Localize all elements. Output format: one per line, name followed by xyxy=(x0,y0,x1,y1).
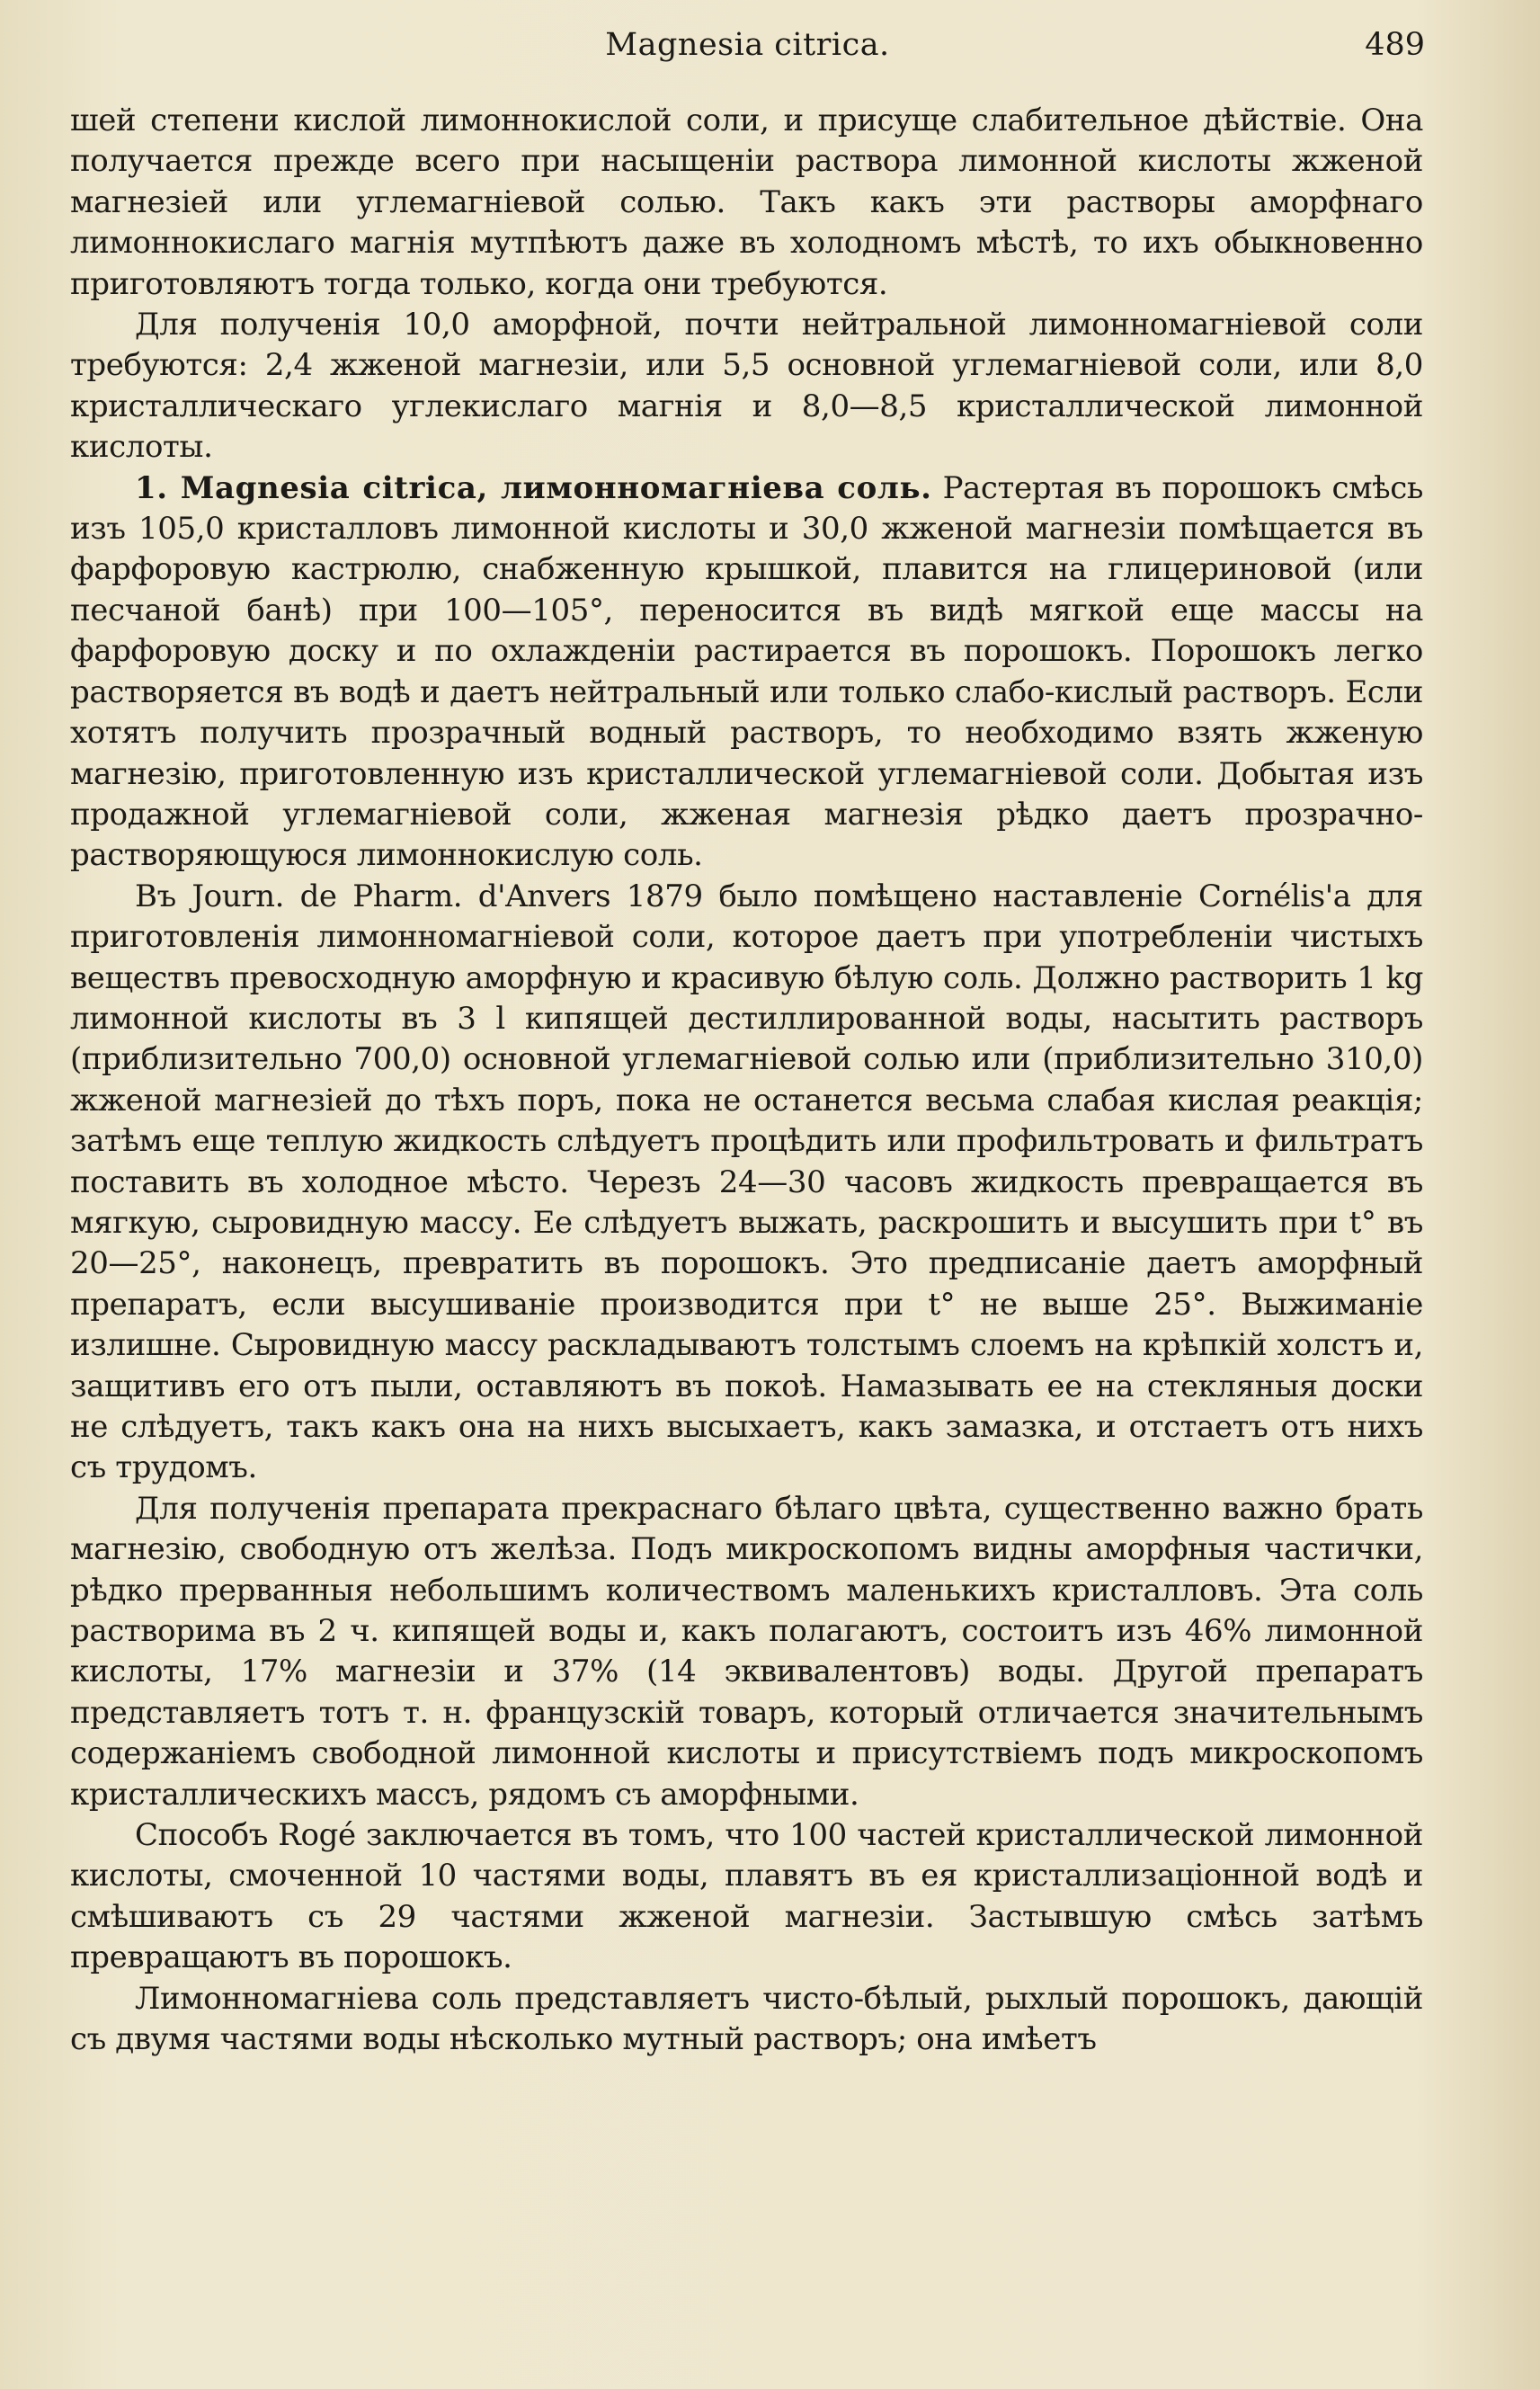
paragraph-text: Для полученія препарата прекраснаго бѣлаго цвѣта, существенно важно брать магнезію, свободную отъ желѣза. Подъ микроскопомъ видны аморфныя частички, рѣдко прерванныя небольшимъ количествомъ маленькихъ кристалловъ. Эта соль растворима въ 2 ч. кипящей воды и, какъ полагаютъ, состоитъ изъ 46% лимонной кислоты, 17% магнезіи и 37% (14 эквивалентовъ) воды. Другой препаратъ представляетъ тотъ т. н. французскій товаръ, который отличается значительнымъ содержаніемъ свободной лимонной кислоты и присутствіемъ подъ микроскопомъ кристаллическихъ массъ, рядомъ съ аморфными. xyxy=(70,1490,1423,1813)
paragraph-text: Для полученія 10,0 аморфной, почти нейтральной лимонномагніевой соли требуются: 2,4 жженой магнезіи, или 5,5 основной углемагніевой соли, или 8,0 кристаллическаго углекислаго магнія и 8,0—8,5 кристаллической лимонной кислоты. xyxy=(70,307,1423,466)
paragraph xyxy=(70,1979,1423,2061)
paragraph-text: Растертая въ порошокъ смѣсь изъ 105,0 кристалловъ лимонной кислоты и 30,0 жженой магнезіи помѣщается въ фарфоровую кастрюлю, снабженную крышкой, плавится на глицериновой (или песчаной банѣ) при 100—105°, переносится въ видѣ мягкой еще массы на фарфоровую доску и по охлажденіи растирается въ порошокъ. Порошокъ легко растворяется въ водѣ и даетъ нейтральный или только слабо-кислый растворъ. Если хотятъ получить прозрачный водный растворъ, то необходимо взять жженую магнезію, приготовленную изъ кристаллической углемагніевой соли. Добытая изъ продажной углемагніевой соли, жженая магнезія рѣдко даетъ прозрачно-растворяющуюся лимоннокислую соль. xyxy=(70,469,1423,874)
paragraph xyxy=(70,877,1423,1489)
paragraph-recipe-heading xyxy=(70,468,1423,877)
paragraph xyxy=(70,1489,1423,1815)
body-text xyxy=(70,101,1423,2061)
paragraph xyxy=(70,305,1423,468)
paragraph xyxy=(70,1815,1423,1979)
recipe-title: 1. Magnesia citrica, лимонномагніева соль. xyxy=(135,469,932,506)
paragraph-continuation xyxy=(70,101,1423,305)
paragraph-text: шей степени кислой лимоннокислой соли, и присуще слабительное дѣйствіе. Она получается прежде всего при насыщеніи раствора лимонной кислоты жженой магнезіей или углемагніевой солью. Такъ какъ эти растворы аморфнаго лимоннокислаго магнія мутпѣютъ даже въ холодномъ мѣстѣ, то ихъ обыкновенно приготовляютъ тогда только, когда они требуются. xyxy=(70,103,1423,302)
paragraph-text: Лимонномагніева соль представляетъ чисто-бѣлый, рыхлый порошокъ, дающій съ двумя частями воды нѣсколько мутный растворъ; она имѣетъ xyxy=(70,1980,1423,2058)
running-header xyxy=(70,20,1425,70)
paragraph-text: Способъ Rogé заключается въ томъ, что 100 частей кристаллической лимонной кислоты, смоченной 10 частями воды, плавятъ въ ея кристаллизаціонной водѣ и смѣшиваютъ съ 29 частями жженой магнезіи. Застывшую смѣсь затѣмъ превращаютъ въ порошокъ. xyxy=(70,1817,1423,1976)
page-number: 489 xyxy=(1365,27,1425,63)
paragraph-text: Въ Journ. de Pharm. d'Anvers 1879 было помѣщено наставленіе Cornélis'a для приготовленія лимонномагніевой соли, которое даетъ при употребленіи чистыхъ веществъ превосходную аморфную и красивую бѣлую соль. Должно растворить 1 kg лимонной кислоты въ 3 l кипящей дестиллированной воды, насытить растворъ (приблизительно 700,0) основной углемагніевой солью или (приблизительно 310,0) жженой магнезіей до тѣхъ поръ, пока не останется весьма слабая кислая реакція; затѣмъ еще теплую жидкость слѣдуетъ процѣдить или профильтровать и фильтратъ поставить въ холодное мѣсто. Черезъ 24—30 часовъ жидкость превращается въ мягкую, сыровидную массу. Ее слѣдуетъ выжать, раскрошить и высушить при t° въ 20—25°, наконецъ, превратить въ порошокъ. Это предписаніе даетъ аморфный препаратъ, если высушиваніе производится при t° не выше 25°. Выжиманіе излишне. Сыровидную массу раскладываютъ толстымъ слоемъ на крѣпкій холстъ и, защитивъ его отъ пыли, оставляютъ въ покоѣ. Намазывать ее на стекляныя доски не слѣдуетъ, такъ какъ она на нихъ высыхаетъ, какъ замазка, и отстаетъ отъ нихъ съ трудомъ. xyxy=(70,878,1423,1486)
running-title: Magnesia citrica. xyxy=(605,27,890,63)
